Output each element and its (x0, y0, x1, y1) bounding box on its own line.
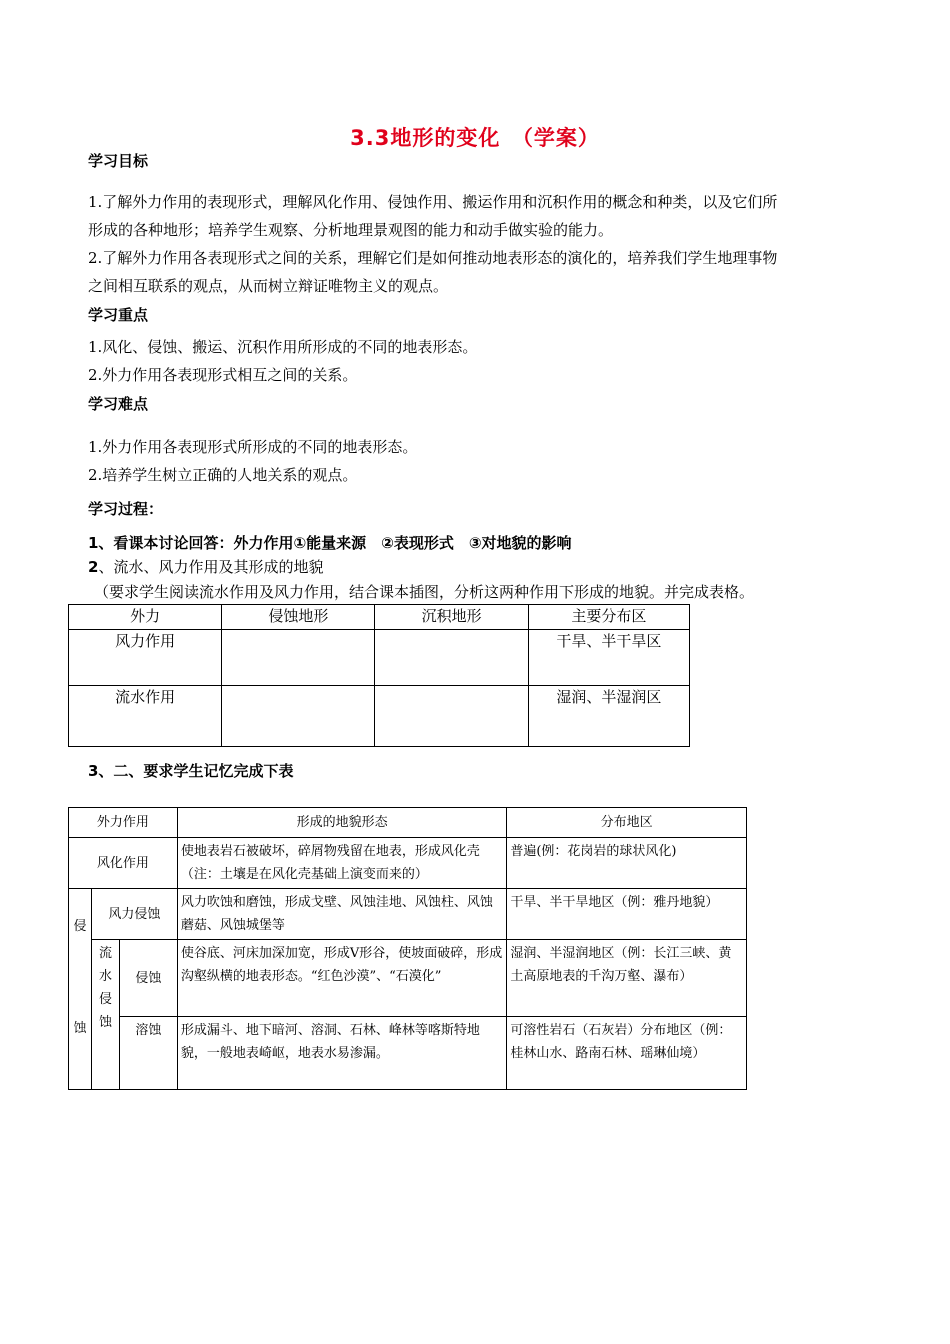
table1-deposition-cell[interactable] (375, 686, 528, 747)
table-row (69, 686, 690, 747)
table1-header: 沉积地形 (375, 605, 528, 630)
key-points-text (88, 333, 477, 389)
solution-area: 可溶性岩石（石灰岩）分布地区（例：桂林山水、路南石林、瑶琳仙境） (507, 1017, 747, 1090)
process-item-1: 1、看课本讨论回答：外力作用①能量来源 ②表现形式 ③对地貌的影响 (88, 534, 572, 552)
goals-line: 2.了解外力作用各表现形式之间的关系，理解它们是如何推动地表形态的演化的，培养我们学生地理事物 (88, 249, 778, 267)
water-label-char: 侵 (98, 992, 112, 1007)
goals-line: 1.了解外力作用的表现形式，理解风化作用、侵蚀作用、搬运作用和沉积作用的概念和种类，以及它们所 (88, 193, 778, 211)
erosion-label (69, 889, 92, 1090)
goals-line: 之间相互联系的观点，从而树立辩证唯物主义的观点。 (88, 277, 449, 295)
erosion-label-top: 侵 (73, 919, 87, 934)
table1-force: 风力作用 (69, 630, 222, 686)
process-item-3: 3、二、要求学生记忆完成下表 (88, 762, 294, 780)
table2-header: 形成的地貌形态 (177, 808, 506, 838)
process-heading: 学习过程： (88, 500, 164, 518)
water-erosion-label: 侵蚀 (119, 940, 177, 1017)
wind-water-table (68, 604, 690, 747)
weathering-area: 普遍(例：花岗岩的球状风化) (507, 838, 747, 889)
solution-label: 溶蚀 (119, 1017, 177, 1090)
solution-form: 形成漏斗、地下暗河、溶洞、石林、峰林等喀斯特地貌，一般地表崎岖，地表水易渗漏。 (177, 1017, 506, 1090)
table1-header: 主要分布区 (528, 605, 689, 630)
table-row (69, 889, 747, 940)
difficulty-line: 1.外力作用各表现形式所形成的不同的地表形态。 (88, 438, 418, 456)
table1-erosion-cell[interactable] (222, 686, 375, 747)
table2-header: 分布地区 (507, 808, 747, 838)
goals-text (88, 188, 777, 300)
difficulty-line: 2.培养学生树立正确的人地关系的观点。 (88, 466, 358, 484)
water-label-char: 流 (98, 946, 112, 961)
external-force-table (68, 807, 747, 1090)
difficulties-text (88, 433, 417, 489)
table1-force: 流水作用 (69, 686, 222, 747)
key-point-line: 2.外力作用各表现形式相互之间的关系。 (88, 366, 358, 384)
table1-header: 侵蚀地形 (222, 605, 375, 630)
table-row (69, 838, 747, 889)
wind-erosion-area: 干旱、半干旱地区（例：雅丹地貌） (507, 889, 747, 940)
difficulties-heading: 学习难点 (88, 395, 149, 413)
water-erosion-area: 湿润、半湿润地区（例：长江三峡、黄土高原地表的千沟万壑、瀑布） (507, 940, 747, 1017)
water-erosion-group-label (91, 940, 119, 1090)
weathering-form: 使地表岩石被破坏，碎屑物残留在地表，形成风化壳（注：土壤是在风化壳基础上演变而来的） (177, 838, 506, 889)
wind-erosion-form: 风力吹蚀和磨蚀，形成戈壁、风蚀洼地、风蚀柱、风蚀蘑菇、风蚀城堡等 (177, 889, 506, 940)
table1-area: 干旱、半干旱区 (528, 630, 689, 686)
process-item-2-text: 、流水、风力作用及其形成的地貌 (98, 558, 324, 576)
key-point-line: 1.风化、侵蚀、搬运、沉积作用所形成的不同的地表形态。 (88, 338, 478, 356)
key-points-heading: 学习重点 (88, 306, 149, 324)
water-erosion-form: 使谷底、河床加深加宽，形成V形谷，使坡面破碎，形成沟壑纵横的地表形态。“红色沙漠”、“石漠化” (177, 940, 506, 1017)
goals-line: 形成的各种地形；培养学生观察、分析地理景观图的能力和动手做实验的能力。 (88, 221, 614, 239)
table2-header: 外力作用 (69, 808, 178, 838)
erosion-label-bottom: 蚀 (73, 1021, 87, 1036)
wind-erosion-label: 风力侵蚀 (91, 889, 177, 940)
table-row (69, 630, 690, 686)
process-item-2-note: （要求学生阅读流水作用及风力作用，结合课本插图，分析这两种作用下形成的地貌。并完成表格。 (94, 583, 755, 601)
table-row (69, 940, 747, 1017)
table-row (69, 1017, 747, 1090)
table1-header: 外力 (69, 605, 222, 630)
water-label-char: 水 (98, 969, 112, 984)
table1-erosion-cell[interactable] (222, 630, 375, 686)
water-label-char: 蚀 (98, 1015, 112, 1030)
page-title: 3.3地形的变化 （学案） (350, 126, 600, 150)
table1-deposition-cell[interactable] (375, 630, 528, 686)
process-item-2 (88, 553, 323, 581)
process-item-2-number: 2 (88, 558, 99, 576)
table1-area: 湿润、半湿润区 (528, 686, 689, 747)
goals-heading: 学习目标 (88, 152, 149, 170)
weathering-label: 风化作用 (69, 838, 178, 889)
